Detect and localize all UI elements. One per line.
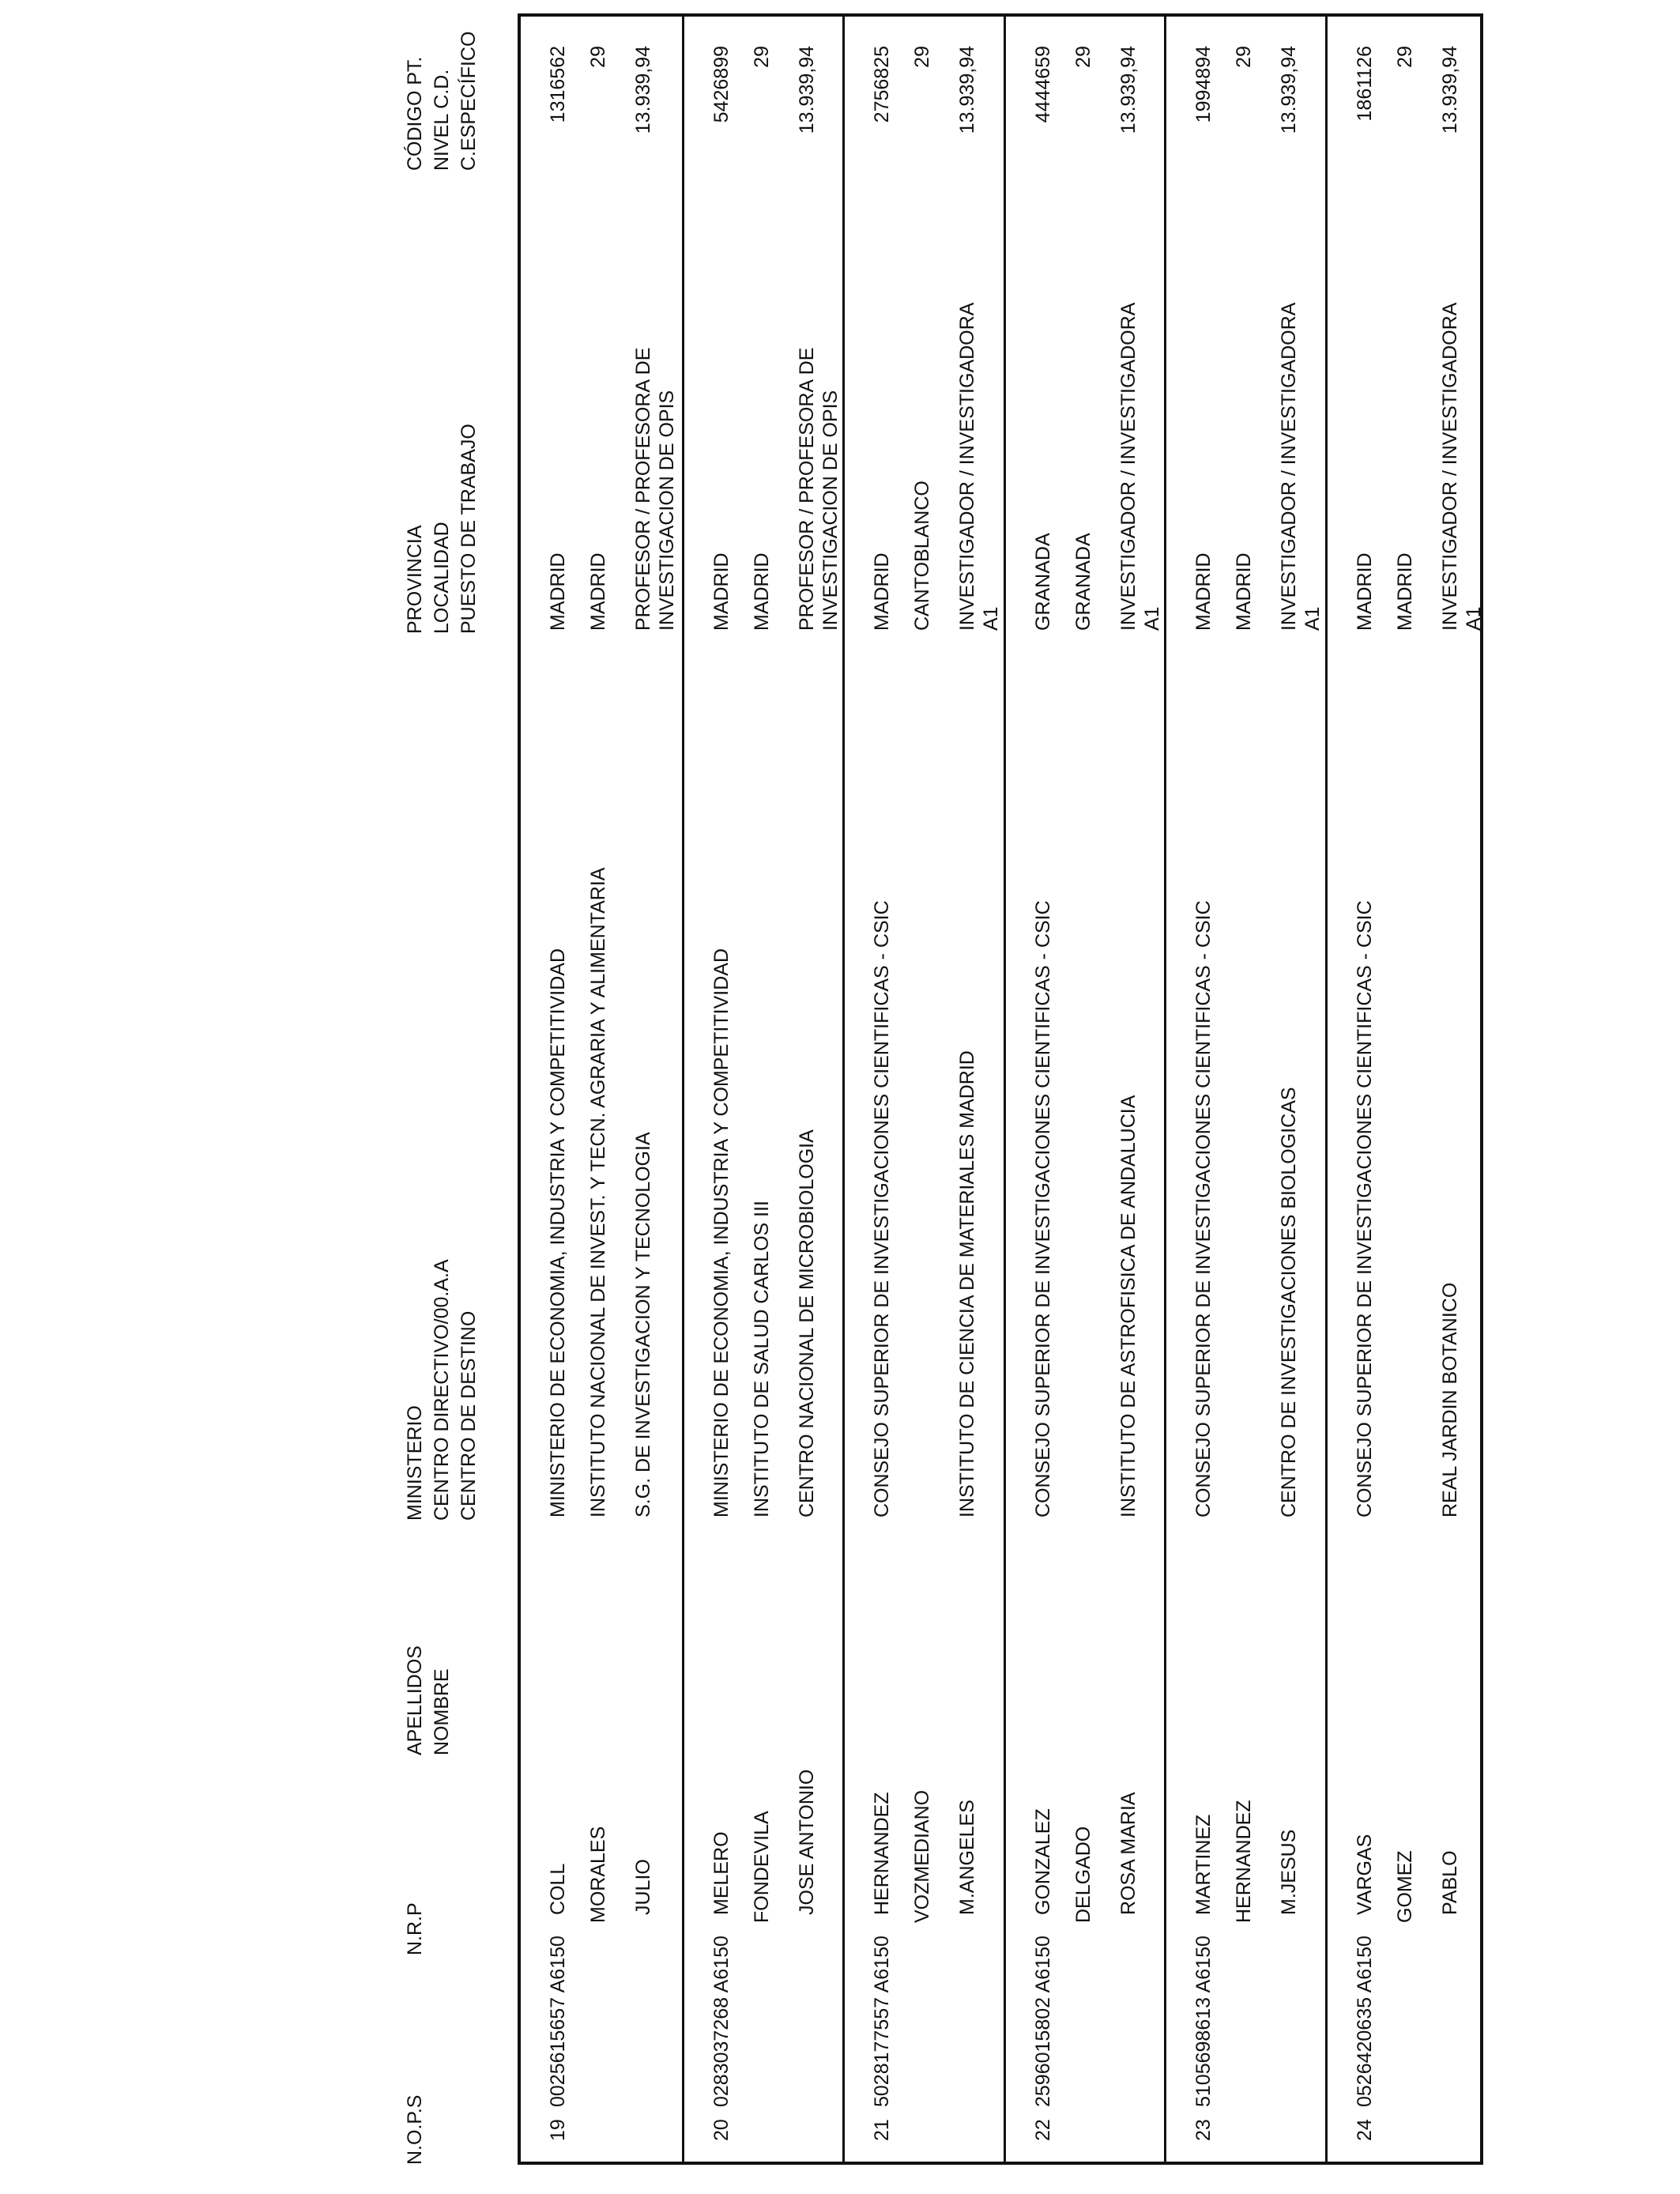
- header-nombre-label: NOMBRE: [431, 1668, 453, 1755]
- row-provincia: MADRID: [1192, 552, 1215, 631]
- row-ministerio: CONSEJO SUPERIOR DE INVESTIGACIONES CIENTIFICAS - CSIC: [1354, 900, 1376, 1517]
- records-table: [518, 13, 1483, 2165]
- header-puesto-label: PUESTO DE TRABAJO: [458, 424, 480, 634]
- row-apellido2: MORALES: [587, 1826, 609, 1923]
- row-provincia: MADRID: [871, 552, 893, 631]
- row-centro-destino: REAL JARDIN BOTANICO: [1439, 1282, 1461, 1517]
- row-nivel: 29: [1072, 46, 1094, 68]
- row-apellido1: COLL: [547, 1863, 569, 1915]
- header-especifico-label: C.ESPECÍFICO: [458, 31, 480, 171]
- row-centro-destino: CENTRO NACIONAL DE MICROBIOLOGIA: [796, 1129, 818, 1517]
- row-especifico: 13.939,94: [1278, 46, 1300, 134]
- row-nrp: 5105698613 A6150: [1192, 1936, 1215, 2107]
- row-nombre: ROSA MARIA: [1117, 1792, 1139, 1915]
- row-apellido2: HERNANDEZ: [1233, 1800, 1255, 1923]
- header-provincia-label: PROVINCIA: [404, 525, 426, 634]
- row-provincia: MADRID: [1354, 552, 1376, 631]
- header-ministerio-label: MINISTERIO: [404, 1405, 426, 1521]
- header-nrp: [401, 1902, 428, 1955]
- row-centro-directivo: INSTITUTO NACIONAL DE INVEST. Y TECN. AGRARIA Y ALIMENTARIA: [587, 867, 609, 1517]
- row-apellido1: GONZALEZ: [1032, 1808, 1054, 1915]
- row-centro-destino: INSTITUTO DE ASTROFISICA DE ANDALUCIA: [1117, 1095, 1139, 1517]
- header-codigo-block: [401, 32, 482, 171]
- header-codigo-label: CÓDIGO PT.: [404, 56, 426, 171]
- row-puesto: INVESTIGADOR / INVESTIGADORA A1: [1278, 303, 1324, 631]
- row-nombre: M.ANGELES: [956, 1800, 978, 1915]
- row-especifico: 13.939,94: [1439, 46, 1461, 134]
- row-especifico: 13.939,94: [1117, 46, 1139, 134]
- header-ministerio-block: [401, 1259, 482, 1521]
- row-nivel: 29: [751, 46, 773, 68]
- row-nops: 21: [871, 2119, 893, 2141]
- row-especifico: 13.939,94: [956, 46, 978, 134]
- row-codigo: 5426899: [710, 46, 733, 123]
- row-apellido1: MELERO: [710, 1831, 733, 1915]
- row-nombre: JOSE ANTONIO: [796, 1769, 818, 1915]
- row-puesto: PROFESOR / PROFESORA DE INVESTIGACION DE OPIS: [632, 347, 678, 631]
- row-localidad: MADRID: [1394, 552, 1416, 631]
- row-nivel: 29: [1233, 46, 1255, 68]
- row-centro-destino: CENTRO DE INVESTIGACIONES BIOLOGICAS: [1278, 1087, 1300, 1517]
- header-centro-destino-label: CENTRO DE DESTINO: [458, 1310, 480, 1521]
- row-centro-destino: S.G. DE INVESTIGACION Y TECNOLOGIA: [632, 1132, 654, 1517]
- row-localidad: MADRID: [1233, 552, 1255, 631]
- table-row: [842, 17, 1004, 2162]
- table-row: [682, 17, 843, 2162]
- row-puesto: INVESTIGADOR / INVESTIGADORA A1: [1117, 303, 1163, 631]
- row-apellido1: HERNANDEZ: [871, 1792, 893, 1915]
- header-nops-label: N.O.P.S: [404, 2094, 426, 2165]
- row-ministerio: CONSEJO SUPERIOR DE INVESTIGACIONES CIENTIFICAS - CSIC: [1032, 900, 1054, 1517]
- row-codigo: 2756825: [871, 46, 893, 123]
- row-codigo: 1994894: [1192, 46, 1215, 123]
- header-apellidos-label: APELLIDOS: [404, 1646, 426, 1755]
- row-nops: 19: [547, 2119, 569, 2141]
- row-nombre: M.JESUS: [1278, 1829, 1300, 1915]
- header-nops: [401, 2095, 428, 2165]
- row-nops: 20: [710, 2119, 733, 2141]
- row-nombre: PABLO: [1439, 1850, 1461, 1915]
- row-localidad: MADRID: [751, 552, 773, 631]
- row-provincia: MADRID: [547, 552, 569, 631]
- row-localidad: CANTOBLANCO: [911, 481, 933, 631]
- header-centro-directivo-label: CENTRO DIRECTIVO/00.A.A: [431, 1259, 453, 1521]
- row-especifico: 13.939,94: [796, 46, 818, 134]
- row-localidad: MADRID: [587, 552, 609, 631]
- row-nrp: 0025615657 A6150: [547, 1936, 569, 2107]
- header-nrp-label: N.R.P: [404, 1902, 426, 1955]
- row-puesto: INVESTIGADOR / INVESTIGADORA A1: [1439, 303, 1485, 631]
- row-nops: 24: [1354, 2119, 1376, 2141]
- row-ministerio: MINISTERIO DE ECONOMIA, INDUSTRIA Y COMPETITIVIDAD: [710, 948, 733, 1517]
- row-puesto: PROFESOR / PROFESORA DE INVESTIGACION DE OPIS: [796, 347, 842, 631]
- row-apellido2: FONDEVILA: [751, 1811, 773, 1923]
- row-centro-directivo: INSTITUTO DE SALUD CARLOS III: [751, 1200, 773, 1517]
- row-apellido1: MARTINEZ: [1192, 1814, 1215, 1915]
- header-localidad-label: LOCALIDAD: [431, 522, 453, 634]
- row-ministerio: MINISTERIO DE ECONOMIA, INDUSTRIA Y COMPETITIVIDAD: [547, 948, 569, 1517]
- row-apellido2: VOZMEDIANO: [911, 1789, 933, 1923]
- table-row: [1164, 17, 1325, 2162]
- row-codigo: 1861126: [1354, 46, 1376, 122]
- row-apellido1: VARGAS: [1354, 1834, 1376, 1915]
- row-provincia: MADRID: [710, 552, 733, 631]
- row-nrp: 0283037268 A6150: [710, 1936, 733, 2107]
- header-apellidos-nombre: [401, 1646, 455, 1755]
- row-ministerio: CONSEJO SUPERIOR DE INVESTIGACIONES CIENTIFICAS - CSIC: [1192, 900, 1215, 1517]
- table-row: [1004, 17, 1165, 2162]
- row-puesto: INVESTIGADOR / INVESTIGADORA A1: [956, 303, 1002, 631]
- row-especifico: 13.939,94: [632, 46, 654, 134]
- row-nombre: JULIO: [632, 1859, 654, 1915]
- row-nrp: 5028177557 A6150: [871, 1936, 893, 2107]
- row-nops: 22: [1032, 2119, 1054, 2141]
- row-ministerio: CONSEJO SUPERIOR DE INVESTIGACIONES CIENTIFICAS - CSIC: [871, 900, 893, 1517]
- table-row: [521, 17, 682, 2162]
- row-codigo: 4444659: [1032, 46, 1054, 123]
- row-nops: 23: [1192, 2119, 1215, 2141]
- row-localidad: GRANADA: [1072, 533, 1094, 631]
- header-provincia-block: [401, 424, 482, 634]
- row-nivel: 29: [587, 46, 609, 68]
- row-nivel: 29: [1394, 46, 1416, 68]
- header-nivel-label: NIVEL C.D.: [431, 69, 453, 171]
- row-apellido2: GOMEZ: [1394, 1850, 1416, 1923]
- row-centro-destino: INSTITUTO DE CIENCIA DE MATERIALES MADRID: [956, 1050, 978, 1517]
- row-nrp: 2596015802 A6150: [1032, 1936, 1054, 2107]
- row-apellido2: DELGADO: [1072, 1826, 1094, 1923]
- row-nivel: 29: [911, 46, 933, 68]
- row-codigo: 1316562: [547, 46, 569, 123]
- row-provincia: GRANADA: [1032, 533, 1054, 631]
- row-nrp: 0526420635 A6150: [1354, 1936, 1376, 2107]
- table-row: [1325, 17, 1486, 2162]
